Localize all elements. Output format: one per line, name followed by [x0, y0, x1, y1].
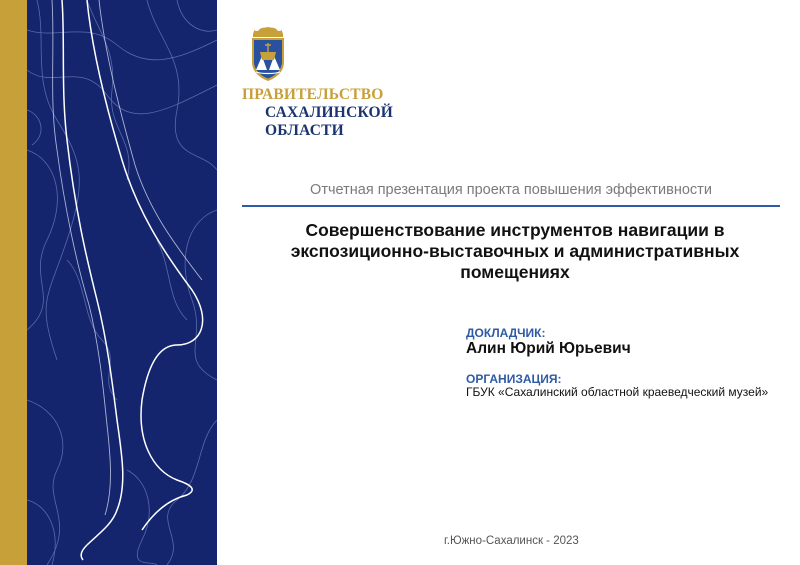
gold-stripe [0, 0, 27, 565]
contour-map-panel [27, 0, 217, 565]
coat-of-arms-icon [243, 26, 293, 82]
contour-map [27, 0, 217, 565]
speaker-label: ДОКЛАДЧИК: [466, 326, 546, 340]
organization-name-line-1: ПРАВИТЕЛЬСТВО [242, 86, 384, 103]
presentation-title: Совершенствование инструментов навигации в экспозиционно-выставочных и административных помещениях [290, 220, 740, 282]
presentation-subtitle: Отчетная презентация проекта повышения эффективности [310, 182, 712, 198]
footer-location-year: г.Южно-Сахалинск - 2023 [444, 535, 579, 547]
organization-name-line-3: ОБЛАСТИ [265, 122, 344, 139]
organization-name-line-2: САХАЛИНСКОЙ [265, 104, 394, 121]
organization-label: ОРГАНИЗАЦИЯ: [466, 372, 562, 386]
organization-value: ГБУК «Сахалинский областной краеведческий музей» [466, 385, 769, 399]
subtitle-divider [242, 205, 780, 207]
speaker-name: Алин Юрий Юрьевич [466, 340, 631, 357]
